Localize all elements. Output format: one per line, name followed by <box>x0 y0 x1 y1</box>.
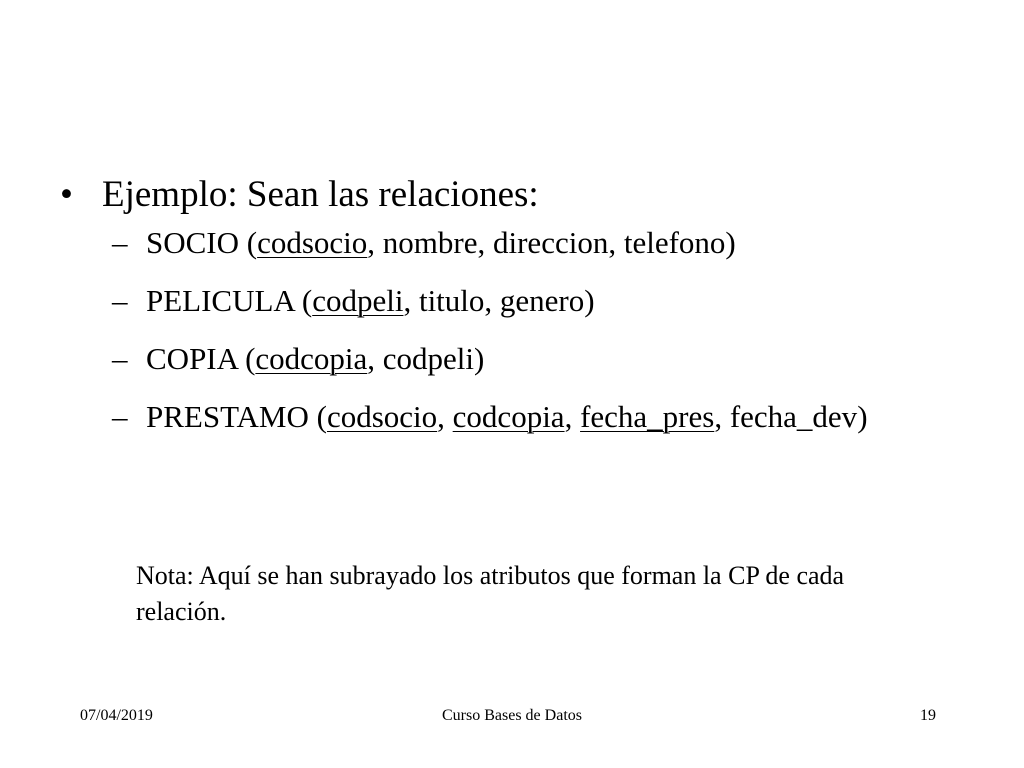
attribute: direccion <box>493 225 609 260</box>
bullet-icon: • <box>60 174 73 215</box>
relation-name: SOCIO <box>146 225 240 260</box>
relation-item-pelicula <box>112 282 960 320</box>
footer-page-number: 19 <box>920 707 936 724</box>
primary-key-attribute: fecha_pres <box>580 399 715 434</box>
attribute: titulo <box>418 283 485 318</box>
attribute: codpeli <box>382 341 475 376</box>
main-bullet <box>60 166 960 224</box>
main-bullet-text: Ejemplo: Sean las relaciones: <box>102 174 539 215</box>
attribute: nombre <box>382 225 478 260</box>
footer-course: Curso Bases de Datos <box>442 707 582 724</box>
relation-schema: SOCIO (codsocio, nombre, direccion, telefono) <box>146 225 736 260</box>
primary-key-attribute: codsocio <box>326 399 438 434</box>
dash-icon: – <box>112 399 128 434</box>
relation-schema: PRESTAMO (codsocio, codcopia, fecha_pres, fecha_dev) <box>146 399 868 434</box>
relation-name: COPIA <box>146 341 238 376</box>
slide-body <box>60 166 960 456</box>
dash-icon: – <box>112 225 128 260</box>
relation-name: PRESTAMO <box>146 399 309 434</box>
relation-name: PELICULA <box>146 283 295 318</box>
attribute: telefono <box>623 225 726 260</box>
primary-key-attribute: codpeli <box>312 283 404 318</box>
relation-list <box>60 224 960 436</box>
attribute: fecha_dev <box>729 399 858 434</box>
note-text: Nota: Aquí se han subrayado los atributos que forman la CP de cada relación. <box>136 561 845 626</box>
primary-key-attribute: codcopia <box>452 399 565 434</box>
attribute: genero <box>499 283 585 318</box>
relation-schema: PELICULA (codpeli, titulo, genero) <box>146 283 595 318</box>
relation-item-copia <box>112 340 960 378</box>
relation-item-prestamo <box>112 398 960 436</box>
dash-icon: – <box>112 341 128 376</box>
primary-key-attribute: codcopia <box>255 341 368 376</box>
dash-icon: – <box>112 283 128 318</box>
footer-date: 07/04/2019 <box>80 707 153 724</box>
primary-key-attribute: codsocio <box>257 225 368 260</box>
relation-schema: COPIA (codcopia, codpeli) <box>146 341 485 376</box>
relation-item-socio <box>112 224 960 262</box>
